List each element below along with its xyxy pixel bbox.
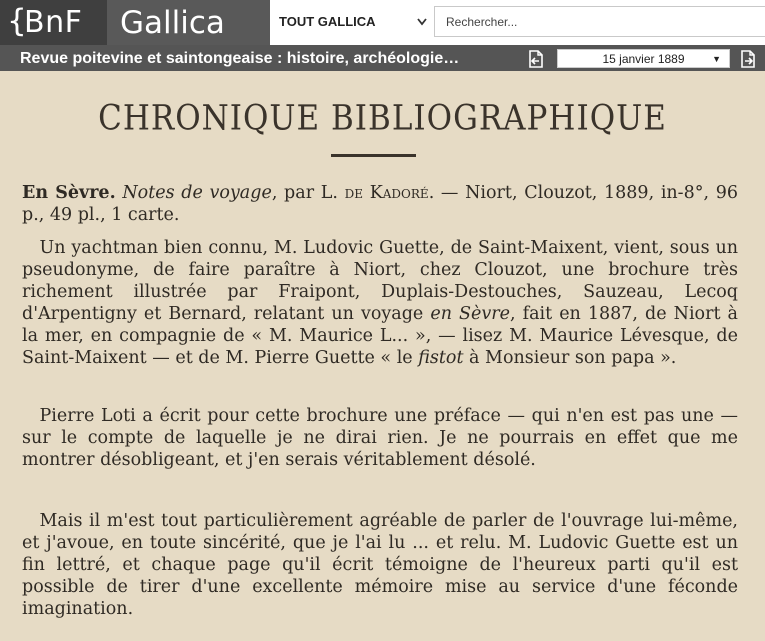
p1-text-a: Un yachtman bien connu, M. Ludovic Guette, de Saint-Maixent, vient, sous un pseudonyme, de faire paraître à Niort, chez Clouzot, une brochure très richement illustrée par Fraipont, Duplais-Destouches, Sauzeau, Lecoq d'Arpentigny et Bernard, relatant un voyage <box>22 238 738 324</box>
document-title[interactable]: Revue poitevine et saintongeaise : histoire, archéologie… <box>20 50 460 67</box>
p1-text-b: , fait en 1887, de Niort à la mer, en compagnie de « M. Maurice L... », — lisez M. Maurice Lévesque, de Saint-Maixent — et de M. Pierre Guette « le <box>22 304 738 368</box>
entry-subtitle: Notes de voyage <box>122 183 272 203</box>
entry-details: . — Niort, Clouzot, 1889, in-8°, 96 p., 49 pl., 1 carte. <box>22 183 738 225</box>
paragraph-1 <box>22 237 738 369</box>
logo-text: BnF <box>24 5 83 40</box>
search-scope-label: TOUT GALLICA <box>279 14 376 29</box>
entry-title: En Sèvre. <box>22 183 116 203</box>
bnf-logo[interactable] <box>0 0 107 45</box>
entry-by: , par L. <box>271 183 345 203</box>
app-name[interactable]: Gallica <box>107 0 270 45</box>
chevron-down-icon <box>417 8 427 46</box>
page-heading: CHRONIQUE BIBLIOGRAPHIQUE <box>98 98 667 139</box>
p3-text: Mais il m'est tout particulièrement agréable de parler de l'ouvrage lui-même, et j'avoue, en toute sincérité, que je l'ai lu ... et relu. M. Ludovic Guette est un fin lettré, et chaque page qu'il écrit témoigne de l'heureux parti qu'il est possible de tirer d'une excellente mémoire mise au service d'une féconde imagination. <box>22 511 738 619</box>
previous-page-icon[interactable] <box>525 49 545 69</box>
paragraph-2 <box>22 405 738 471</box>
p1-text-c: à Monsieur son papa ». <box>463 348 677 368</box>
paragraph-3 <box>22 510 738 620</box>
date-value: 15 janvier 1889 <box>602 52 685 66</box>
bibliographic-entry <box>22 182 738 226</box>
logo-brace: { <box>7 3 27 39</box>
date-select[interactable] <box>557 49 730 68</box>
next-page-icon[interactable] <box>739 49 759 69</box>
p2-text: Pierre Loti a écrit pour cette brochure une préface — qui n'en est pas une — sur le compte de laquelle je ne dirai rien. Je ne pourrais en effet que me montrer désobligeant, et j'en serais véritablement désolé. <box>22 406 738 470</box>
search-input[interactable] <box>434 6 765 37</box>
p1-em-2: fistot <box>418 348 464 368</box>
top-bar <box>0 0 765 45</box>
document-bar <box>0 45 765 71</box>
caret-down-icon: ▼ <box>712 54 721 64</box>
p1-em-1: en Sèvre <box>430 304 510 324</box>
heading-rule <box>331 154 416 157</box>
search-scope-select[interactable] <box>279 8 427 36</box>
entry-author: de Kadoré <box>344 183 429 203</box>
